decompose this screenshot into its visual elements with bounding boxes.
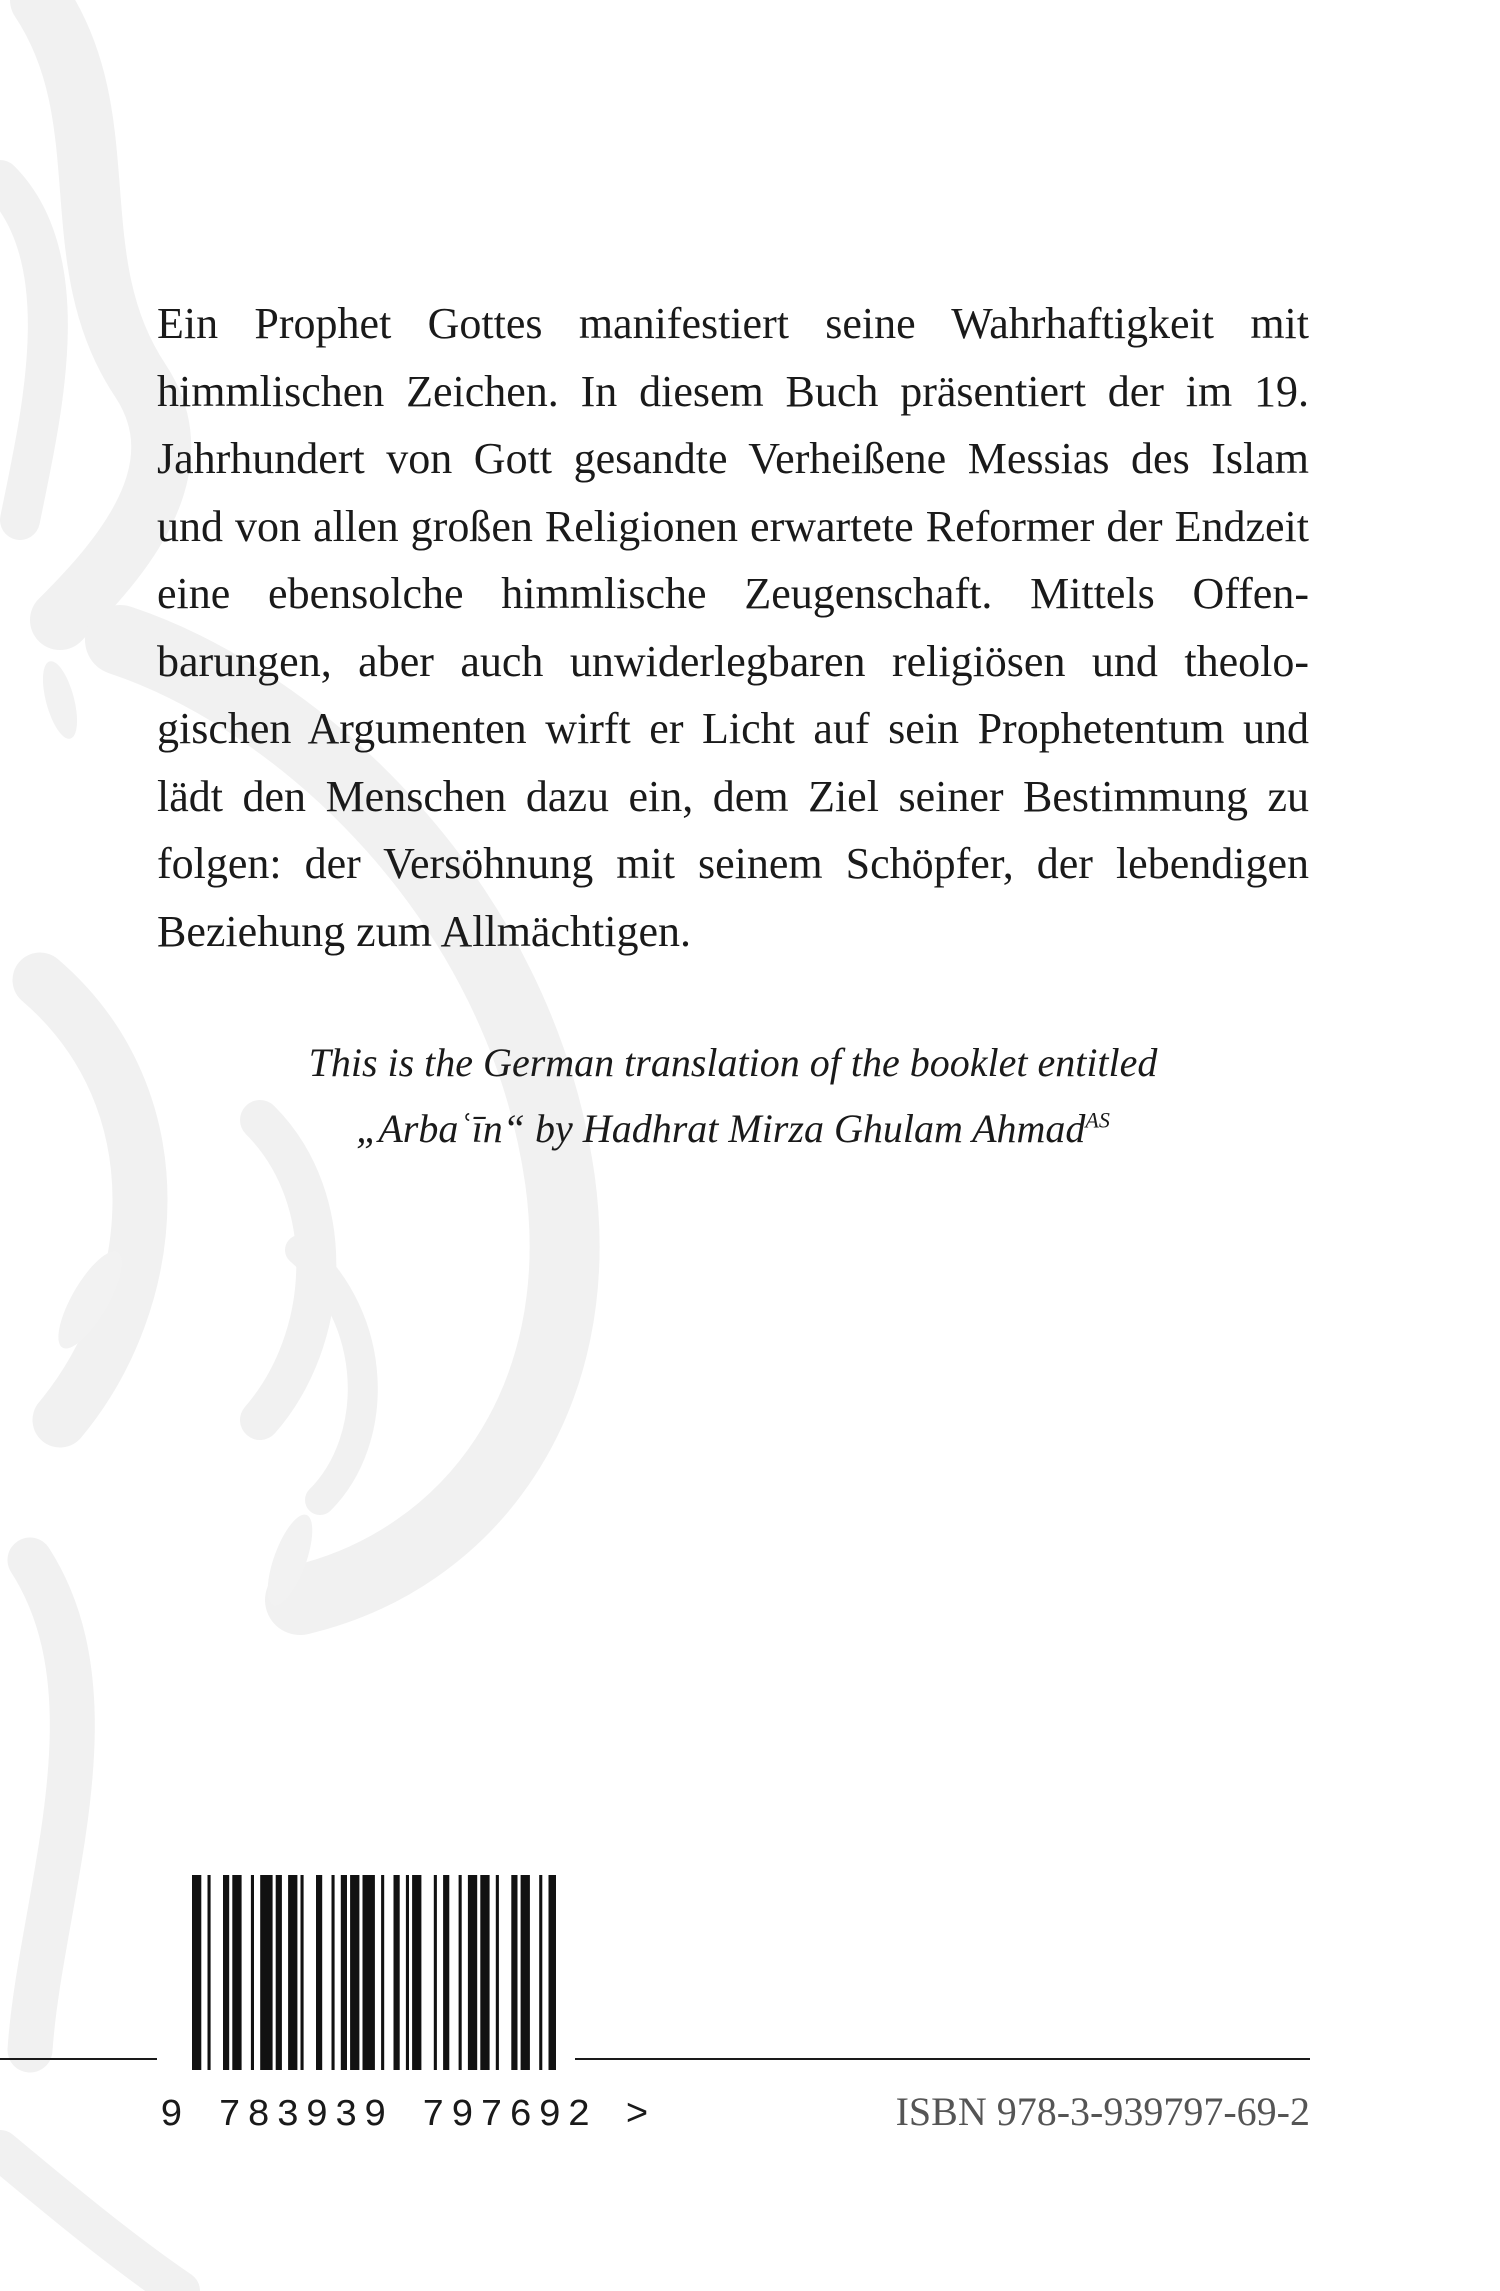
divider-right xyxy=(575,2058,1310,2060)
translation-note-line1: This is the German translation of the booklet entitled xyxy=(308,1040,1158,1085)
barcode-bar xyxy=(412,1875,421,2070)
barcode-bar xyxy=(468,1875,477,2070)
barcode-bar xyxy=(260,1875,272,2070)
barcode-bar xyxy=(394,1875,400,2070)
barcode-bar xyxy=(381,1875,384,2070)
barcode-bar xyxy=(276,1875,282,2070)
barcode-bar xyxy=(363,1875,375,2070)
barcode-bar xyxy=(288,1875,297,2070)
barcode-bar xyxy=(443,1875,449,2070)
barcode-bars xyxy=(190,1875,560,2070)
barcode-bar xyxy=(208,1875,211,2070)
divider-left xyxy=(0,2058,157,2060)
barcode-bar xyxy=(223,1875,229,2070)
barcode-bar xyxy=(539,1875,542,2070)
barcode-bar xyxy=(232,1875,241,2070)
blurb-text: Ein Prophet Gottes manifestiert seine Wahrhaftigkeit mit himmlischen Zeichen. In diesem Buch präsentiert der im 19. Jahrhundert von Gott gesandte Verheißene Messias des Islam und von allen großen Religionen erwartete Reformer der Endzeit eine ebensolche himmlische Zeugenschaft. Mittels Offenbarungen, aber auch unwiderlegbaren religiösen und theologischen Argumenten wirft er Licht auf sein Prophetentum und lädt den Menschen dazu ein, dem Ziel seiner Bestimmung zu folgen: der Versöhnung mit seinem Schöpfer, der lebendigen Beziehung zum Allmächtigen. xyxy=(157,299,1309,956)
barcode-bar xyxy=(332,1875,335,2070)
barcode-bar xyxy=(251,1875,254,2070)
barcode-bar xyxy=(480,1875,489,2070)
barcode-bar xyxy=(350,1875,359,2070)
translation-note-title: „Arbaʿīn“ by Hadhrat Mirza Ghulam Ahmad xyxy=(356,1106,1086,1151)
translation-note-line2 xyxy=(157,1096,1309,1162)
barcode-bar xyxy=(316,1875,322,2070)
barcode-bar xyxy=(549,1875,557,2070)
barcode-bar xyxy=(434,1875,437,2070)
barcode-bar xyxy=(301,1875,304,2070)
honorific-superscript: AS xyxy=(1085,1107,1110,1133)
barcode-bar xyxy=(521,1875,530,2070)
barcode-digits: 9 783939 797692 > xyxy=(160,2094,655,2137)
barcode-bar xyxy=(341,1875,347,2070)
barcode-bar xyxy=(192,1875,201,2070)
barcode-bar xyxy=(459,1875,462,2070)
barcode-bar xyxy=(496,1875,499,2070)
translation-note xyxy=(157,1030,1309,1162)
barcode-bar xyxy=(406,1875,409,2070)
isbn-number: ISBN 978-3-939797-69-2 xyxy=(895,2089,1310,2134)
barcode-bar xyxy=(511,1875,517,2070)
